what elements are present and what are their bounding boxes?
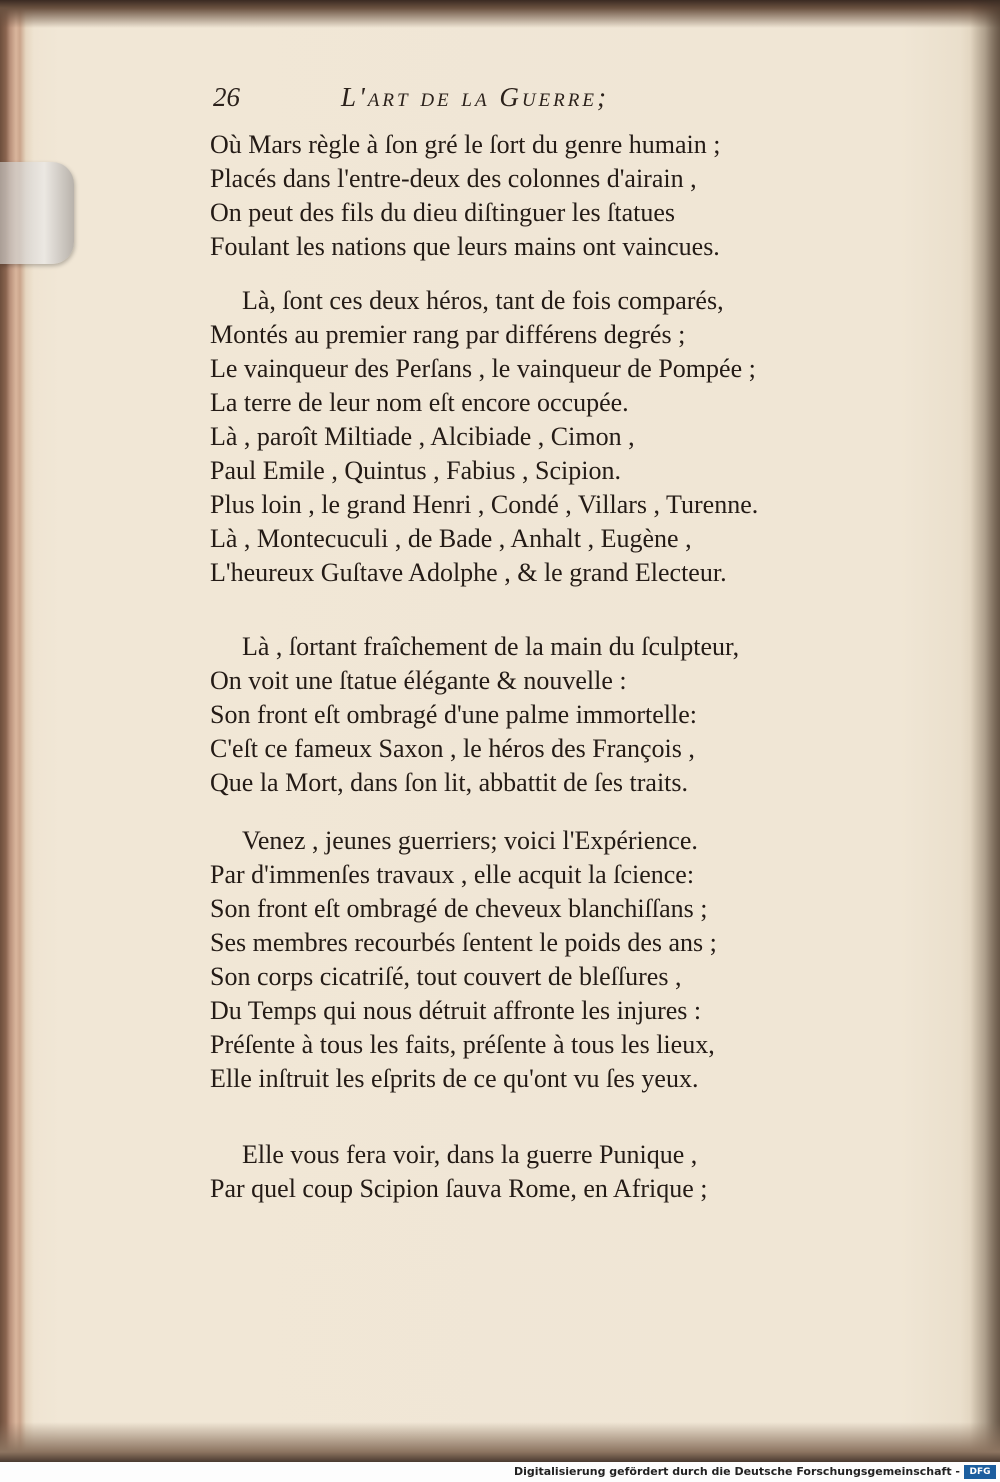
verse-line: On peut des fils du dieu diſtinguer les ſtatues	[210, 198, 676, 227]
digitization-footer	[0, 1462, 1000, 1482]
verse-line: Paul Emile , Quintus , Fabius , Scipion.	[210, 456, 621, 485]
verse-line: Le vainqueur des Perſans , le vainqueur de Pompée ;	[210, 354, 756, 383]
verse-line: Foulant les nations que leurs mains ont vaincues.	[210, 232, 720, 261]
running-title: L'art de la Guerre;	[341, 82, 609, 112]
verse-line: Du Temps qui nous détruit affronte les injures :	[210, 996, 702, 1025]
page-header	[213, 82, 773, 118]
verse-line: Placés dans l'entre-deux des colonnes d'airain ,	[210, 164, 697, 193]
verse-line: Elle inſtruit les eſprits de ce qu'ont vu ſes yeux.	[210, 1064, 699, 1093]
verse-line: Son corps cicatriſé, tout couvert de bleſſures ,	[210, 962, 682, 991]
page-number: 26	[213, 82, 240, 112]
verse-line: Là , paroît Miltiade , Alcibiade , Cimon ,	[210, 422, 635, 451]
stanza-1	[210, 128, 800, 264]
verse-line: Elle vous fera voir, dans la guerre Punique ,	[242, 1140, 698, 1169]
verse-line: Où Mars règle à ſon gré le ſort du genre humain ;	[210, 130, 721, 159]
top-edge-shadow	[0, 0, 1000, 28]
stanza-3	[210, 630, 800, 800]
verse-line: Montés au premier rang par différens degrés ;	[210, 320, 686, 349]
verse-line: Venez , jeunes guerriers; voici l'Expérience.	[242, 826, 698, 855]
stanza-2	[210, 284, 800, 590]
verse-line: Là , Montecuculi , de Bade , Anhalt , Eugène ,	[210, 524, 692, 553]
verse-line: L'heureux Guſtave Adolphe , & le grand Electeur.	[210, 558, 727, 587]
verse-line: La terre de leur nom eſt encore occupée.	[210, 388, 629, 417]
bottom-edge-shadow	[0, 1422, 1000, 1462]
verse-line: Là, ſont ces deux héros, tant de fois comparés,	[242, 286, 724, 315]
verse-line: Que la Mort, dans ſon lit, abbattit de ſes traits.	[210, 768, 689, 797]
verse-line: Par d'immenſes travaux , elle acquit la ſcience:	[210, 860, 695, 889]
stanza-5	[210, 1138, 800, 1206]
verse-line: Là , ſortant fraîchement de la main du ſculpteur,	[242, 632, 740, 661]
verse-line: On voit une ſtatue élégante & nouvelle :	[210, 666, 627, 695]
verse-line: Son front eſt ombragé de cheveux blanchiſſans ;	[210, 894, 708, 923]
page-clip	[0, 162, 74, 264]
verse-line: Plus loin , le grand Henri , Condé , Villars , Turenne.	[210, 490, 759, 519]
dfg-logo-icon: DFG	[964, 1465, 996, 1479]
verse-line: Préſente à tous les faits, préſente à tous les lieux,	[210, 1030, 715, 1059]
verse-line: C'eſt ce fameux Saxon , le héros des François ,	[210, 734, 695, 763]
gutter-shadow	[970, 0, 1000, 1462]
verse-line: Son front eſt ombragé d'une palme immortelle:	[210, 700, 698, 729]
verse-line: Par quel coup Scipion ſauva Rome, en Afrique ;	[210, 1174, 708, 1203]
stanza-4	[210, 824, 800, 1096]
funding-credit: Digitalisierung gefördert durch die Deutsche Forschungsgemeinschaft -	[513, 1465, 960, 1478]
verse-line: Ses membres recourbés ſentent le poids des ans ;	[210, 928, 717, 957]
